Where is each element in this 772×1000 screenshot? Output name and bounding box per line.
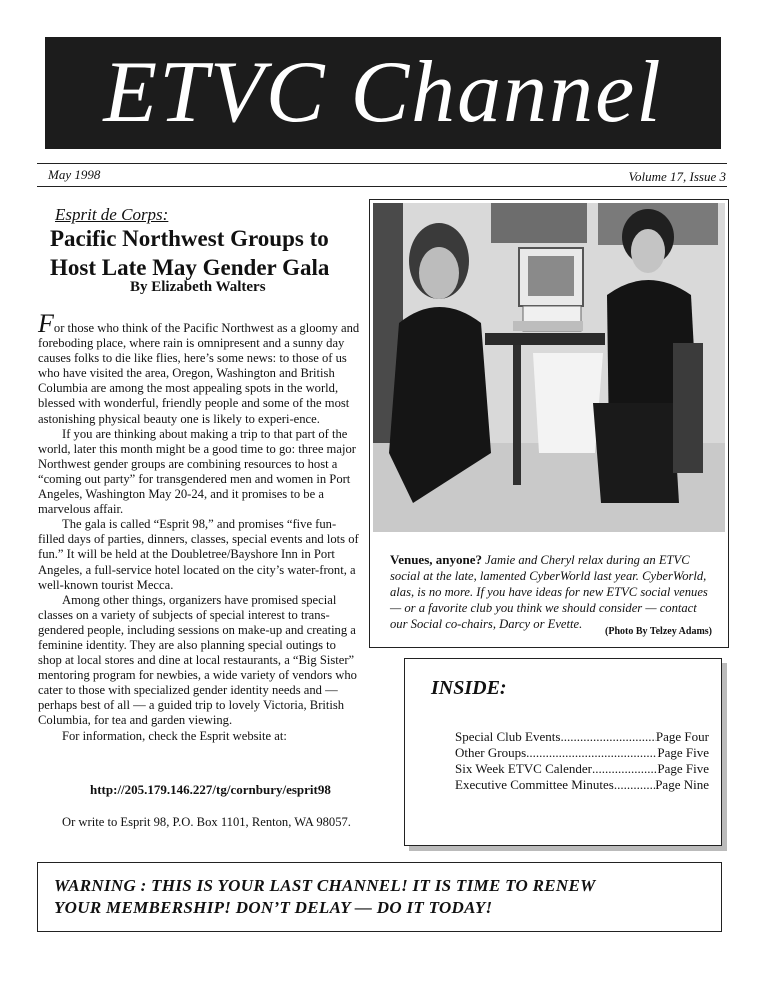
photo-image <box>373 203 725 532</box>
masthead <box>45 37 721 149</box>
toc-leader <box>614 777 655 793</box>
toc-page: Page Five <box>657 761 709 776</box>
masthead-title: ETVC Channel <box>103 44 663 141</box>
article-paragraph <box>38 309 360 427</box>
photo-box <box>369 199 729 648</box>
toc-label: Six Week ETVC Calender <box>455 761 592 776</box>
toc-item[interactable] <box>455 745 709 761</box>
toc-page: Page Four <box>655 729 709 744</box>
toc-label: Other Groups <box>455 745 527 760</box>
toc-leader <box>592 761 657 777</box>
article-paragraph: Among other things, organizers have promised special classes on a variety of subjects of special interest to trans-gendered people, including sessions on make-up and creating a feminine identity. They are also planning special outings to shop at local stores and dine at local restaurants, a “Big Sister” mentoring program for newbies, a wide variety of vendors who cater to those with specialized gender identity needs and — perhaps best of all — a guided trip to lovely Victoria, British Columbia, for tea and garden viewing. <box>38 592 357 728</box>
toc-item[interactable] <box>455 761 709 777</box>
header-rule-bottom <box>37 186 727 187</box>
article-body <box>38 309 360 744</box>
article-byline: By Elizabeth Walters <box>130 279 266 295</box>
issue-date: May 1998 <box>48 167 101 182</box>
article-paragraph: If you are thinking about making a trip to that part of the world, later this month might be a good time to go: three major Northwest gender groups are combining resources to host a “coming out party” for transgendered men and women in Port Angeles, Washington May 20-24, and it promises to be a marvelous affair. <box>38 426 356 517</box>
issue-volume: Volume 17, Issue 3 <box>628 169 726 184</box>
drop-cap: F <box>38 309 54 338</box>
warning-line: WARNING : THIS IS YOUR LAST CHANNEL! IT IS TIME TO RENEW <box>54 876 596 895</box>
article-paragraph: Or write to Esprit 98, P.O. Box 1101, Renton, WA 98057. <box>62 815 351 829</box>
toc-leader <box>560 729 655 745</box>
toc-leader <box>526 745 657 761</box>
article-paragraph: The gala is called “Esprit 98,” and promises “five fun-filled days of parties, dinners, classes, special events and lots of fun.” It will be held at the Doubletree/Bayshore Inn in Port Angeles, a full-service hotel located on the city’s water-front, a well-known tourist Mecca. <box>38 517 359 592</box>
table-of-contents <box>455 729 709 793</box>
inside-contents-box <box>404 658 722 846</box>
photo <box>373 203 725 532</box>
toc-item[interactable] <box>455 777 709 793</box>
renewal-warning-box <box>37 862 722 932</box>
photo-credit: (Photo By Telzey Adams) <box>605 626 712 637</box>
inside-title: INSIDE: <box>431 677 507 699</box>
article-headline: Pacific Northwest Groups to Host Late May Gender Gala <box>50 226 330 280</box>
paragraph-text: or those who think of the Pacific Northwest as a gloomy and foreboding place, where rain is omnipresent and a sunny day causes folks to die like flies, here’s some news: to those of us who have visited the area, Oregon, Washington and British Columbia are among the most appealing spots in the world, blessed with wonderful, friendly people and some of the most astonishing physical beauty one is likely to experi-ence. <box>38 321 360 426</box>
caption-heading: Venues, anyone? <box>390 552 482 567</box>
photo-caption <box>390 552 712 632</box>
toc-label: Special Club Events <box>455 729 561 744</box>
toc-label: Executive Committee Minutes <box>455 777 614 792</box>
warning-line: YOUR MEMBERSHIP! DON’T DELAY — DO IT TODAY! <box>54 898 493 917</box>
article-address <box>38 815 360 830</box>
article-paragraph: For information, check the Esprit website at: <box>62 728 287 743</box>
toc-page: Page Five <box>657 745 709 760</box>
caption-body: Jamie and Cheryl relax during an ETVC social at the late, lamented CyberWorld last year. CyberWorld, alas, is no more. If you have ideas for new ETVC social venues — or a favorite club you think we should consider — contact our Social co-chairs, Darcy or Evette. <box>390 553 708 631</box>
article-kicker: Esprit de Corps: <box>55 205 169 224</box>
header-rule-top <box>37 163 727 164</box>
toc-page: Page Nine <box>655 777 709 792</box>
esprit-website-link[interactable]: http://205.179.146.227/tg/cornbury/esprit98 <box>90 782 331 797</box>
toc-item[interactable] <box>455 729 709 745</box>
